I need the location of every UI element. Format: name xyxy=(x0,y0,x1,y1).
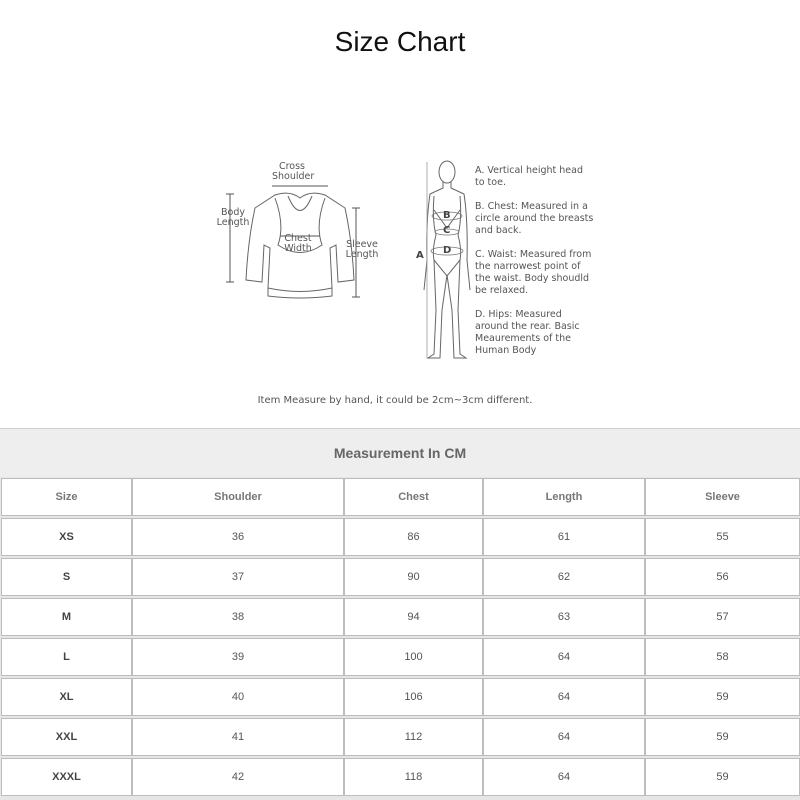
size-cell: XXXL xyxy=(1,758,132,796)
table-cell: 57 xyxy=(645,598,800,636)
column-header: Chest xyxy=(344,478,483,516)
table-cell: 58 xyxy=(645,638,800,676)
table-cell: 37 xyxy=(132,558,344,596)
size-cell: M xyxy=(1,598,132,636)
column-header: Sleeve xyxy=(645,478,800,516)
table-cell: 100 xyxy=(344,638,483,676)
body-figure-icon xyxy=(424,161,470,358)
size-cell: XL xyxy=(1,678,132,716)
table-cell: 59 xyxy=(645,678,800,716)
measure-disclaimer: Item Measure by hand, it could be 2cm~3cm different. xyxy=(257,395,533,406)
table-row xyxy=(0,758,800,796)
table-cell: 36 xyxy=(132,518,344,556)
table-cell: 64 xyxy=(483,718,645,756)
note-b: B. Chest: Measured in a circle around the breasts and back. xyxy=(475,201,594,236)
marker-d: D xyxy=(443,245,452,256)
table-cell: 86 xyxy=(344,518,483,556)
diagram-illustration xyxy=(0,150,800,390)
body-length-label: Body Length xyxy=(216,207,250,228)
size-cell: XS xyxy=(1,518,132,556)
table-cell: 62 xyxy=(483,558,645,596)
marker-b: B xyxy=(443,210,451,221)
sleeve-length-label: Sleeve Length xyxy=(345,239,379,260)
table-row xyxy=(0,678,800,716)
table-cell: 90 xyxy=(344,558,483,596)
table-cell: 63 xyxy=(483,598,645,636)
table-cell: 42 xyxy=(132,758,344,796)
size-cell: S xyxy=(1,558,132,596)
table-cell: 59 xyxy=(645,718,800,756)
table-cell: 106 xyxy=(344,678,483,716)
table-cell: 112 xyxy=(344,718,483,756)
size-table xyxy=(0,428,800,800)
table-row xyxy=(0,518,800,556)
note-a: A. Vertical height head to toe. xyxy=(475,165,583,188)
table-cell: 64 xyxy=(483,638,645,676)
column-header: Size xyxy=(1,478,132,516)
table-cell: 61 xyxy=(483,518,645,556)
table-row xyxy=(0,598,800,636)
table-cell: 94 xyxy=(344,598,483,636)
marker-a: A xyxy=(416,250,424,261)
table-cell: 64 xyxy=(483,678,645,716)
table-header-row xyxy=(0,478,800,516)
table-row xyxy=(0,638,800,676)
measurement-diagram xyxy=(0,150,800,390)
column-header: Shoulder xyxy=(132,478,344,516)
note-d: D. Hips: Measured around the rear. Basic Meaurements of the Human Body xyxy=(475,309,580,356)
cross-shoulder-label: Cross Shoulder xyxy=(272,161,315,182)
column-header: Length xyxy=(483,478,645,516)
table-cell: 56 xyxy=(645,558,800,596)
table-cell: 41 xyxy=(132,718,344,756)
measurement-notes xyxy=(475,165,595,369)
table-title: Measurement In CM xyxy=(0,428,800,477)
note-c: C. Waist: Measured from the narrowest point of the waist. Body shoudld be relaxed. xyxy=(475,249,592,296)
table-cell: 39 xyxy=(132,638,344,676)
page-title: Size Chart xyxy=(334,26,466,57)
table-row xyxy=(0,558,800,596)
table-cell: 55 xyxy=(645,518,800,556)
table-row xyxy=(0,718,800,756)
table-cell: 59 xyxy=(645,758,800,796)
table-cell: 40 xyxy=(132,678,344,716)
size-cell: L xyxy=(1,638,132,676)
table-cell: 118 xyxy=(344,758,483,796)
table-cell: 38 xyxy=(132,598,344,636)
table-cell: 64 xyxy=(483,758,645,796)
size-cell: XXL xyxy=(1,718,132,756)
chest-width-label: Chest Width xyxy=(284,233,312,254)
marker-c: C xyxy=(443,225,451,236)
